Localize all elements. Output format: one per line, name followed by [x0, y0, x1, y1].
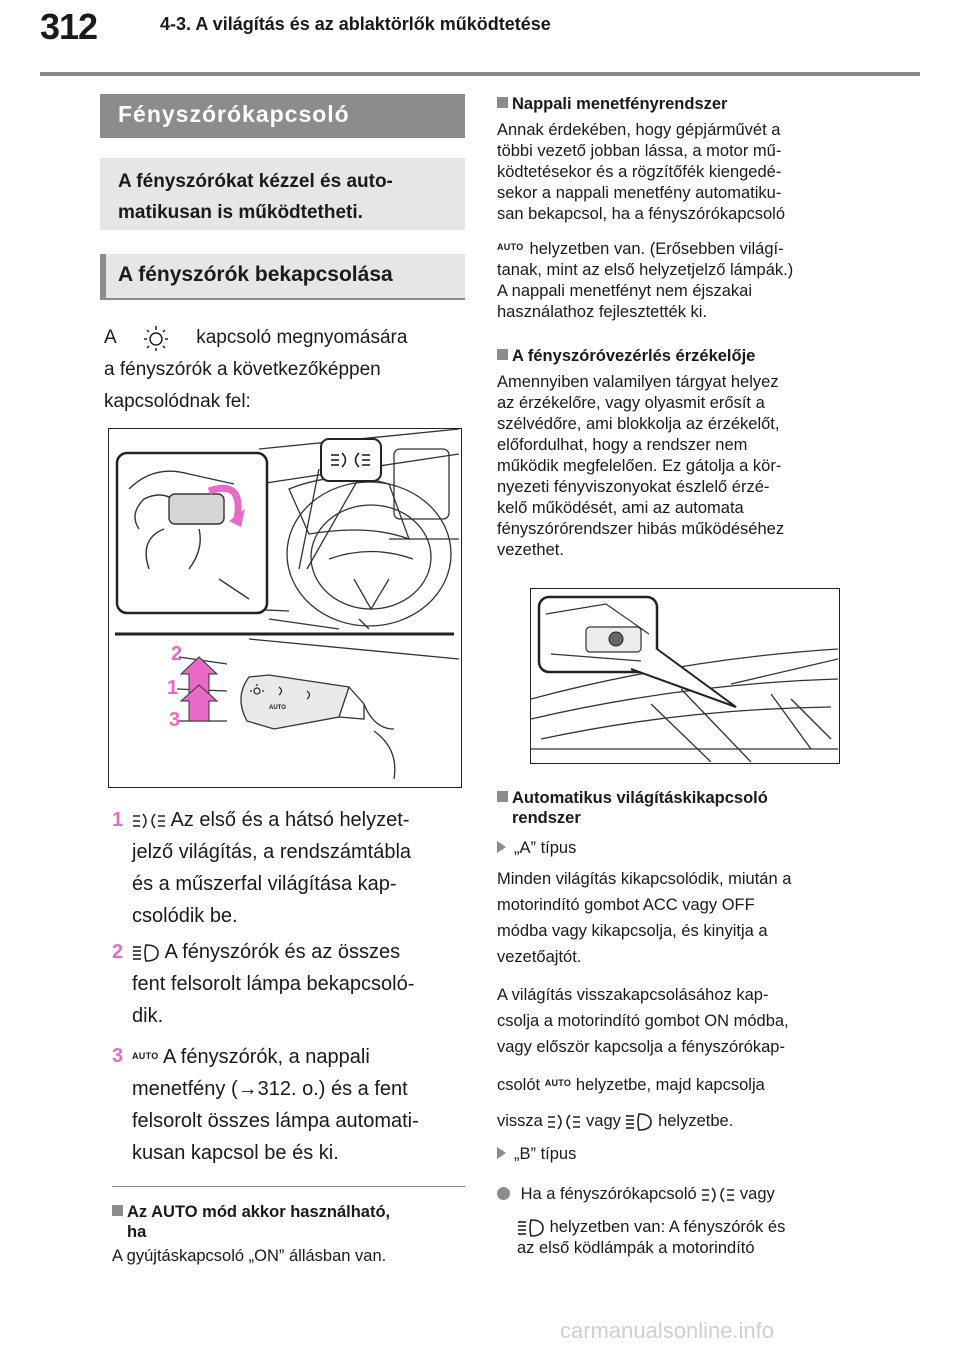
drl-title: [497, 94, 727, 114]
drl-line: A nappali menetfényt nem éjszakai: [497, 282, 752, 300]
type-b-l2: helyzetben van: A fényszórók és: [549, 1218, 786, 1236]
list-item-1: [112, 804, 467, 932]
sensor-text: [497, 372, 877, 561]
type-b-l3: az első ködlámpák a motorindító: [517, 1239, 755, 1257]
sensor-line: fényszórórendszer hibás működéséhez: [497, 520, 785, 538]
item-2-line-3: dik.: [132, 1005, 164, 1027]
item-3-line-4: kusan kapcsol be és ki.: [132, 1142, 339, 1164]
type-a-line: motorindító gombot ACC vagy OFF: [497, 896, 755, 914]
para-word-a: A: [104, 327, 116, 348]
square-bullet-icon: [497, 97, 508, 108]
drl-line: tanak, mint az első helyzetjelző lámpák.): [497, 261, 794, 279]
item-number-2: 2: [112, 941, 124, 963]
type-a-text: „A” típus: [514, 839, 577, 857]
subsection-title: A fényszórók bekapcsolása: [100, 254, 465, 300]
sensor-title-text: A fényszóróvezérlés érzékelője: [512, 347, 756, 365]
auto-mode-note-title: [112, 1202, 467, 1242]
auto-mode-note-text: A gyújtáskapcsoló „ON” állásban van.: [112, 1247, 387, 1265]
item-2-line-2: fent felsorolt lámpa bekapcsoló-: [132, 973, 415, 995]
switch-illustration: [109, 429, 460, 786]
headlight-icon: [132, 943, 160, 963]
watermark: carmanualsonline.info: [560, 1318, 775, 1343]
item-1-line-3: és a műszerfal világítása kap-: [132, 873, 397, 895]
intro-box: [100, 158, 465, 230]
restore-line: vagy először kapcsolja a fényszórókap-: [497, 1038, 785, 1056]
list-item-2: [112, 936, 467, 1032]
para-line-2: a fényszórók a következőképpen: [104, 359, 381, 380]
type-b-l1a: Ha a fényszórókapcsoló: [520, 1185, 697, 1203]
chapter-title: 4-3. A világítás és az ablaktörlők működtetése: [160, 14, 551, 34]
type-a-paragraph: [497, 866, 877, 970]
header-divider: [40, 72, 920, 76]
drl-line: helyzetben van. (Erősebben világí-: [529, 240, 784, 258]
drl-text: [497, 120, 877, 323]
square-bullet-icon: [112, 1205, 123, 1216]
drl-line: sekor a nappali menetfény automatiku-: [497, 184, 782, 202]
sensor-title: [497, 346, 755, 366]
restore-l4b: helyzetbe, majd kapcsolja: [575, 1076, 765, 1094]
type-a-line: vezetőajtót.: [497, 948, 582, 966]
page-number: 312: [40, 6, 98, 47]
drl-line: használathoz fejlesztették ki.: [497, 303, 708, 321]
sensor-illustration: [531, 589, 838, 762]
item-1-line-2: jelző világítás, a rendszámtábla: [132, 841, 412, 863]
headlight-icon: [517, 1218, 545, 1238]
auto-note-title-l1: Az AUTO mód akkor használható,: [127, 1203, 391, 1221]
intro-line-1: A fényszórókat kézzel és auto-: [118, 171, 393, 192]
figure-label-1: 1: [167, 677, 179, 699]
position-light-icon: [701, 1185, 735, 1205]
triangle-bullet-icon: [497, 841, 506, 853]
restore-paragraph: [497, 982, 877, 1134]
sensor-line: Amennyiben valamilyen tárgyat helyez: [497, 373, 779, 391]
restore-l5a: vissza: [497, 1112, 543, 1130]
auto-icon: AUTO: [132, 1051, 159, 1061]
para-word-b: kapcsoló megnyomására: [196, 327, 408, 348]
item-3-line-2: menetfény (→312. o.) és a fent: [132, 1078, 408, 1100]
item-2-line-1: A fényszórók és az összes: [164, 941, 401, 963]
restore-l4a: csolót: [497, 1076, 541, 1094]
drl-line: többi vezető jobban lássa, a motor mű-: [497, 142, 782, 160]
restore-l5c: helyzetbe.: [658, 1112, 734, 1130]
square-bullet-icon: [497, 349, 508, 360]
auto-icon: AUTO: [544, 1078, 572, 1088]
section-title: Fényszórókapcsoló: [100, 94, 465, 138]
position-light-icon: [132, 811, 166, 831]
type-b-l1b: vagy: [739, 1185, 775, 1203]
item-1-line-4: csolódik be.: [132, 905, 238, 927]
figure-label-2: 2: [171, 643, 183, 665]
sensor-line: kelő működését, ami az automata: [497, 499, 744, 517]
item-3-line-1: A fényszórók, a nappali: [163, 1046, 370, 1068]
sensor-line: szélvédőre, ami blokkolja az érzékelőt,: [497, 415, 780, 433]
intro-line-2: matikusan is működtetheti.: [118, 202, 363, 223]
item-1-line-1: Az első és a hátsó helyzet-: [170, 809, 410, 831]
light-switch-icon: [131, 325, 181, 351]
type-b-text: „B” típus: [514, 1145, 577, 1163]
auto-off-title-l2: rendszer: [512, 809, 581, 827]
drl-title-text: Nappali menetfényrendszer: [512, 95, 728, 113]
restore-line: csolja a motorindító gombot ON módba,: [497, 1012, 789, 1030]
triangle-bullet-icon: [497, 1147, 506, 1159]
para-line-3: kapcsolódnak fel:: [104, 391, 251, 412]
sensor-figure: [530, 588, 840, 764]
type-b-heading: [497, 1144, 576, 1165]
type-a-heading: [497, 838, 576, 859]
list-item-3: [112, 1040, 467, 1169]
sensor-line: működik megfelelően. Ez gátolja a kör-: [497, 457, 782, 475]
sensor-line: előfordulhat, hogy a rendszer nem: [497, 436, 748, 454]
auto-off-title-l1: Automatikus világításkikapcsoló: [512, 789, 768, 807]
note-divider: [112, 1186, 465, 1187]
intro-paragraph: [104, 322, 464, 417]
drl-line: ködtetésekor és a rögzítőfék kiengedé-: [497, 163, 782, 181]
type-b-paragraph: [497, 1184, 877, 1259]
sensor-line: vezethet.: [497, 541, 564, 559]
drl-line: Annak érdekében, hogy gépjárművét a: [497, 121, 781, 139]
item-number-3: 3: [112, 1045, 124, 1067]
type-a-line: Minden világítás kikapcsolódik, miután a: [497, 870, 792, 888]
headlight-switch-figure: [108, 428, 462, 788]
restore-line: A világítás visszakapcsolásához kap-: [497, 986, 769, 1004]
stalk-auto-label: AUTO: [269, 705, 286, 711]
drl-line: san bekapcsol, ha a fényszórókapcsoló: [497, 205, 786, 223]
auto-icon: AUTO: [497, 242, 524, 252]
circle-bullet-icon: [497, 1187, 510, 1200]
headlight-icon: [625, 1112, 653, 1132]
auto-note-title-l2: ha: [127, 1223, 147, 1241]
sensor-line: az érzékelőre, vagy olyasmit erősít a: [497, 394, 765, 412]
item-3-line-3: felsorolt összes lámpa automati-: [132, 1110, 419, 1132]
auto-off-title: [497, 788, 768, 828]
type-a-line: módba vagy kikapcsolja, és kinyitja a: [497, 922, 768, 940]
item-number-1: 1: [112, 809, 124, 831]
figure-label-3: 3: [169, 709, 181, 731]
square-bullet-icon: [497, 791, 508, 802]
restore-l5b: vagy: [586, 1112, 621, 1130]
sensor-line: nyezeti fényviszonyokat észlelő érzé-: [497, 478, 770, 496]
position-light-icon: [547, 1112, 581, 1132]
